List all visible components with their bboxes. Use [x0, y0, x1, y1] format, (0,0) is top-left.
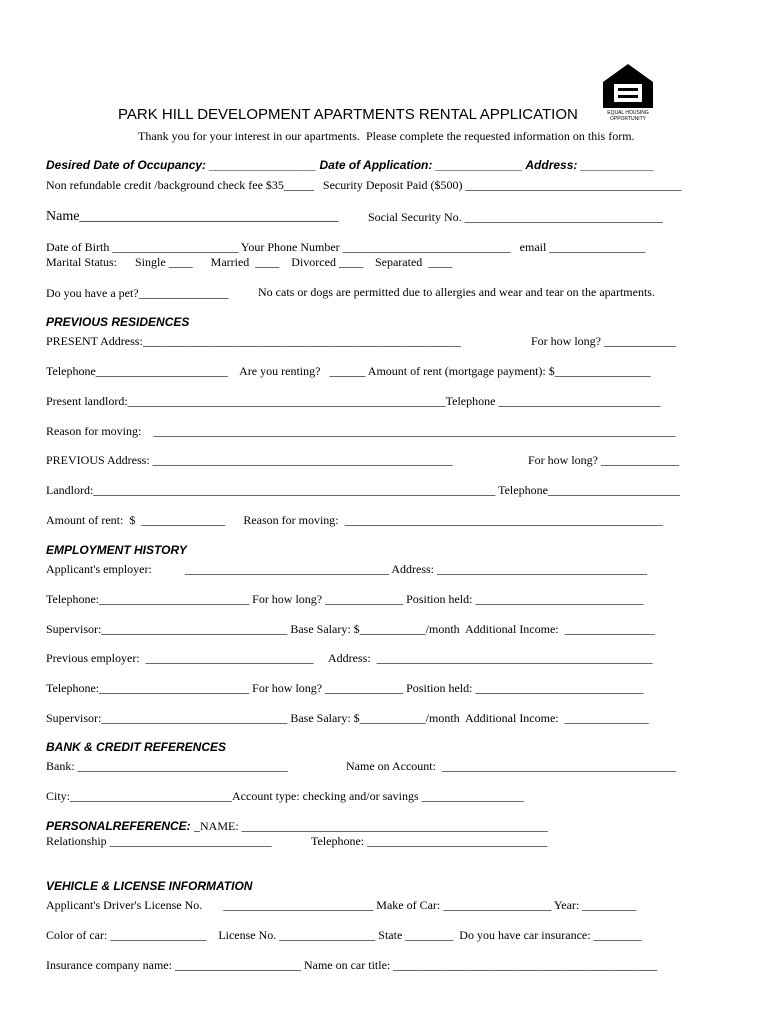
name-field[interactable]: Name_____________________________________ [46, 209, 339, 224]
present-address-field[interactable]: PRESENT Address:_____________________________________________________ [46, 334, 461, 348]
pet-field[interactable]: Do you have a pet?_______________ [46, 286, 229, 300]
svg-text:EQUAL HOUSING: EQUAL HOUSING [607, 110, 649, 116]
previous-employer-line[interactable]: Previous employer: ____________________________ Address: ______________________________________________ [46, 651, 653, 665]
dob-phone-email-line[interactable]: Date of Birth _____________________ Your Phone Number ____________________________ email ________________ [46, 240, 646, 254]
personal-reference-heading: PERSONALREFERENCE: [46, 819, 191, 833]
previous-residences-heading: PREVIOUS RESIDENCES [46, 315, 190, 329]
reason-moving-field[interactable]: Reason for moving: _______________________________________________________________________________________ [46, 424, 676, 438]
equal-housing-logo-icon [600, 62, 656, 122]
bank-field[interactable]: Bank: ___________________________________ [46, 759, 288, 773]
insurance-line[interactable]: Insurance company name: _____________________ Name on car title: ____________________________________________ [46, 958, 658, 972]
employer-label: Applicant's employer: [46, 562, 152, 576]
bank-heading: BANK & CREDIT REFERENCES [46, 740, 227, 754]
pet-note: No cats or dogs are permitted due to allergies and wear and tear on the apartments. [258, 285, 655, 299]
reference-telephone-field[interactable]: Telephone: ______________________________ [311, 834, 548, 848]
form-title: PARK HILL DEVELOPMENT APARTMENTS RENTAL APPLICATION [118, 106, 578, 123]
landlord-line[interactable]: Landlord:___________________________________________________________________ Telephone______________________ [46, 483, 680, 497]
employment-heading: EMPLOYMENT HISTORY [46, 543, 187, 557]
vehicle-heading: VEHICLE & LICENSE INFORMATION [46, 879, 253, 893]
fee-line[interactable]: Non refundable credit /background check fee $35_____ Security Deposit Paid ($500) ____________________________________ [46, 178, 682, 192]
relationship-field[interactable]: Relationship ___________________________ [46, 834, 272, 848]
reference-name-field[interactable]: _NAME: ___________________________________________________ [194, 819, 548, 833]
telephone-renting-line[interactable]: Telephone______________________ Are you renting? ______ Amount of rent (mortgage payment): $________________ [46, 364, 651, 378]
city-account-line[interactable]: City:___________________________Account type: checking and/or savings _________________ [46, 789, 524, 803]
previous-howlong-field[interactable]: For how long? _____________ [528, 453, 679, 467]
employment-telephone-line-1[interactable]: Telephone:_________________________ For how long? _____________ Position held: ____________________________ [46, 592, 644, 606]
employer-address-line[interactable]: __________________________________ Address: ___________________________________ [185, 562, 647, 576]
amount-rent-line[interactable]: Amount of rent: $ ______________ Reason for moving: _____________________________________________________ [46, 513, 663, 527]
ssn-field[interactable]: Social Security No. _________________________________ [368, 210, 663, 224]
supervisor-line-2[interactable]: Supervisor:_______________________________ Base Salary: $___________/month Additional Income: ______________ [46, 711, 649, 725]
name-on-account-field[interactable]: Name on Account: _______________________________________ [346, 759, 676, 773]
present-howlong-field[interactable]: For how long? ____________ [531, 334, 676, 348]
intro-text: Thank you for your interest in our apartments. Please complete the requested information on this form. [138, 129, 635, 143]
employment-telephone-line-2[interactable]: Telephone:_________________________ For how long? _____________ Position held: ____________________________ [46, 681, 644, 695]
previous-address-field[interactable]: PREVIOUS Address: __________________________________________________ [46, 453, 453, 467]
supervisor-line-1[interactable]: Supervisor:_______________________________ Base Salary: $___________/month Additional Income: _______________ [46, 622, 655, 636]
present-landlord-line[interactable]: Present landlord:_____________________________________________________Telephone ___________________________ [46, 394, 661, 408]
car-color-line[interactable]: Color of car: ________________ License No. ________________ State ________ Do you have car insurance: ________ [46, 928, 642, 942]
marital-status-line[interactable]: Marital Status: Single ____ Married ____ Divorced ____ Separated ____ [46, 255, 453, 269]
occupancy-line[interactable]: Desired Date of Occupancy: ________________ Date of Application: _____________ Address: ___________ [46, 158, 655, 172]
svg-text:OPPORTUNITY: OPPORTUNITY [609, 116, 647, 122]
license-car-line[interactable]: Applicant's Driver's License No. _________________________ Make of Car: __________________ Year: _________ [46, 898, 637, 912]
